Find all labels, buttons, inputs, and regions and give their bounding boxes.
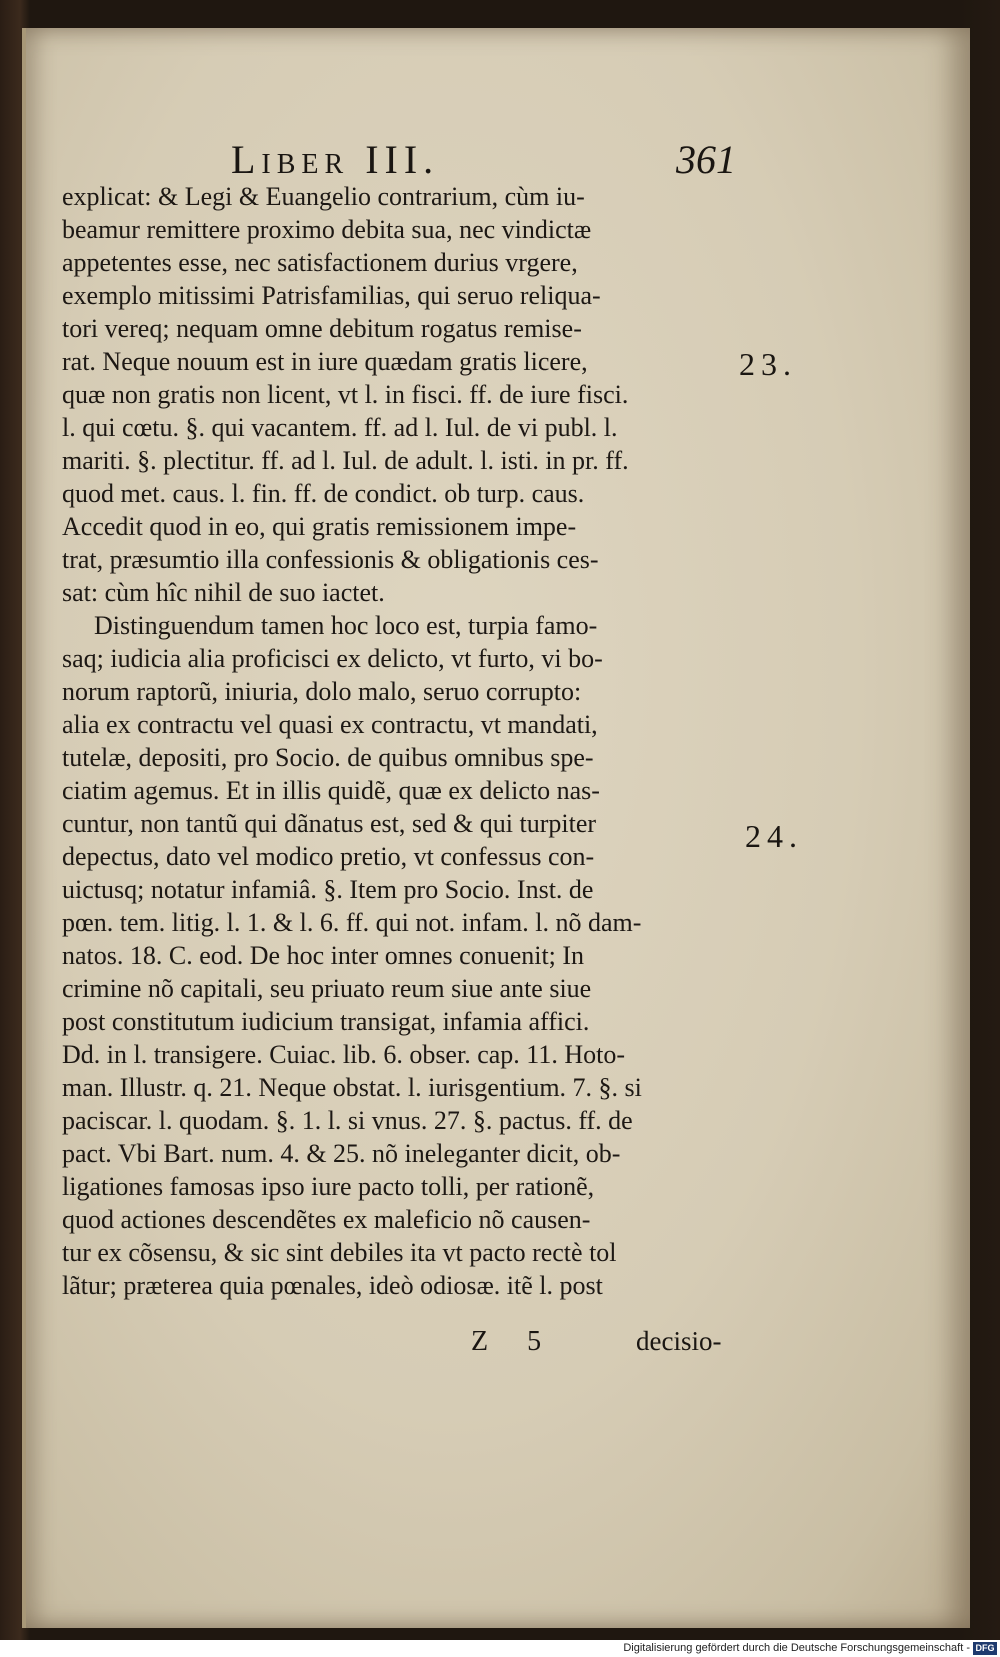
text-line: quæ non gratis non licent, vt l. in fisci. ff. de iure fisci. [62, 380, 629, 409]
text-line: pœn. tem. litig. l. 1. & l. 6. ff. qui not. infam. l. nõ dam- [62, 908, 642, 937]
text-line: alia ex contractu vel quasi ex contractu, vt mandati, [62, 710, 598, 739]
text-line: pact. Vbi Bart. num. 4. & 25. nõ ineleganter dicit, ob- [62, 1139, 621, 1168]
dfg-logo: DFG [973, 1642, 997, 1655]
text-line: cuntur, non tantũ qui dãnatus est, sed & qui turpiter [62, 809, 597, 838]
text-line: appetentes esse, nec satisfactionem durius vrgere, [62, 248, 578, 277]
text-line: paciscar. l. quodam. §. 1. l. si vnus. 27. §. pactus. ff. de [62, 1106, 633, 1135]
text-line: saq; iudicia alia proficisci ex delicto, vt furto, vi bo- [62, 644, 603, 673]
text-line: post constitutum iudicium transigat, infamia affici. [62, 1007, 590, 1036]
signature-mark: Z 5 [471, 1326, 558, 1357]
body-text [62, 180, 724, 1302]
text-line: mariti. §. plectitur. ff. ad l. Iul. de adult. l. isti. in pr. ff. [62, 446, 629, 475]
text-line: l. qui cœtu. §. qui vacantem. ff. ad l. Iul. de vi publ. l. [62, 413, 618, 442]
page-number: 361 [676, 137, 736, 182]
text-line: Accedit quod in eo, qui gratis remissionem impe- [62, 512, 577, 541]
running-head [231, 136, 731, 183]
text-line: tur ex cõsensu, & sic sint debiles ita vt pacto rectè tol [62, 1238, 617, 1267]
text-line: natos. 18. C. eod. De hoc inter omnes conuenit; In [62, 941, 585, 970]
text-line: sat: cùm hîc nihil de suo iactet. [62, 578, 385, 607]
text-line: quod actiones descendẽtes ex maleficio nõ causen- [62, 1205, 591, 1234]
text-line: exemplo mitissimi Patrisfamilias, qui seruo reliqua- [62, 281, 601, 310]
text-line: ligationes famosas ipso iure pacto tolli, per rationẽ, [62, 1172, 595, 1201]
text-line: tori vereq; nequam omne debitum rogatus remise- [62, 314, 582, 343]
footer-credit: Digitalisierung gefördert durch die Deutsche Forschungsgemeinschaft - [623, 1642, 970, 1654]
text-line: norum raptorũ, iniuria, dolo malo, seruo corrupto: [62, 677, 582, 706]
text-line: trat, præsumtio illa confessionis & obligationis ces- [62, 545, 599, 574]
text-line: Distinguendum tamen hoc loco est, turpia famo- [94, 611, 598, 640]
text-line: uictusq; notatur infamiâ. §. Item pro Socio. Inst. de [62, 875, 594, 904]
text-line: explicat: & Legi & Euangelio contrarium, cùm iu- [62, 182, 585, 211]
text-line: quod met. caus. l. fin. ff. de condict. ob turp. caus. [62, 479, 585, 508]
text-line: ciatim agemus. Et in illis quidẽ, quæ ex delicto nas- [62, 776, 600, 805]
margin-note-24: 24. [745, 818, 803, 854]
book-page [22, 28, 970, 1628]
text-line: man. Illustr. q. 21. Neque obstat. l. iurisgentium. 7. §. si [62, 1073, 642, 1102]
text-line: crimine nõ capitali, seu priuato reum siue ante siue [62, 974, 592, 1003]
margin-note-23: 23. [739, 346, 797, 382]
running-head-title: Liber III. [231, 137, 440, 182]
text-line: rat. Neque nouum est in iure quædam gratis licere, [62, 347, 588, 376]
catchword: decisio- [636, 1326, 722, 1356]
text-line: beamur remittere proximo debita sua, nec vindictæ [62, 215, 592, 244]
text-line: tutelæ, depositi, pro Socio. de quibus omnibus spe- [62, 743, 594, 772]
text-line: lãtur; præterea quia pœnales, ideò odiosæ. itẽ l. post [62, 1271, 603, 1300]
text-line: depectus, dato vel modico pretio, vt confessus con- [62, 842, 595, 871]
text-line: Dd. in l. transigere. Cuiac. lib. 6. obser. cap. 11. Hoto- [62, 1040, 625, 1069]
